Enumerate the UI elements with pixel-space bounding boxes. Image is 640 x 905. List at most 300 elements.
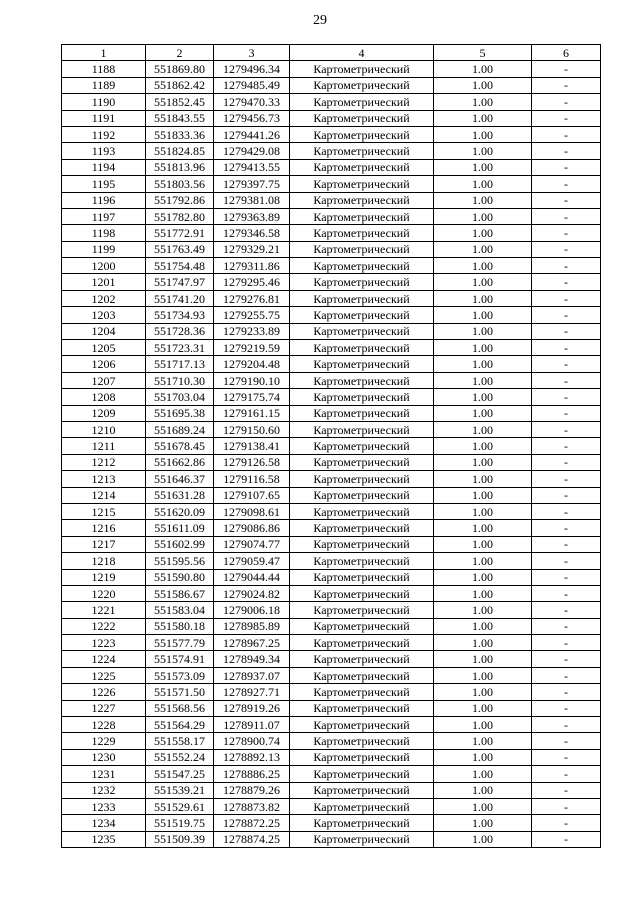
y-coordinate-cell: 1279470.33 bbox=[214, 94, 290, 110]
y-coordinate-cell: 1279456.73 bbox=[214, 110, 290, 126]
note-cell: - bbox=[532, 831, 601, 847]
method-cell: Картометрический bbox=[290, 471, 434, 487]
table-row bbox=[62, 340, 601, 356]
note-cell: - bbox=[532, 126, 601, 142]
note-cell: - bbox=[532, 94, 601, 110]
note-cell: - bbox=[532, 274, 601, 290]
method-cell: Картометрический bbox=[290, 258, 434, 274]
point-number-cell: 1205 bbox=[62, 340, 146, 356]
method-cell: Картометрический bbox=[290, 585, 434, 601]
note-cell: - bbox=[532, 389, 601, 405]
x-coordinate-cell: 551852.45 bbox=[146, 94, 214, 110]
note-cell: - bbox=[532, 421, 601, 437]
y-coordinate-cell: 1279485.49 bbox=[214, 77, 290, 93]
y-coordinate-cell: 1279086.86 bbox=[214, 520, 290, 536]
method-cell: Картометрический bbox=[290, 831, 434, 847]
accuracy-cell: 1.00 bbox=[434, 553, 532, 569]
accuracy-cell: 1.00 bbox=[434, 192, 532, 208]
accuracy-cell: 1.00 bbox=[434, 667, 532, 683]
y-coordinate-cell: 1278911.07 bbox=[214, 717, 290, 733]
column-header: 2 bbox=[146, 45, 214, 61]
point-number-cell: 1194 bbox=[62, 159, 146, 175]
y-coordinate-cell: 1279204.48 bbox=[214, 356, 290, 372]
y-coordinate-cell: 1279329.21 bbox=[214, 241, 290, 257]
table-row bbox=[62, 766, 601, 782]
method-cell: Картометрический bbox=[290, 749, 434, 765]
table-row bbox=[62, 143, 601, 159]
column-header: 6 bbox=[532, 45, 601, 61]
y-coordinate-cell: 1279219.59 bbox=[214, 340, 290, 356]
table-row bbox=[62, 733, 601, 749]
method-cell: Картометрический bbox=[290, 110, 434, 126]
table-row bbox=[62, 667, 601, 683]
x-coordinate-cell: 551662.86 bbox=[146, 454, 214, 470]
point-number-cell: 1206 bbox=[62, 356, 146, 372]
point-number-cell: 1219 bbox=[62, 569, 146, 585]
point-number-cell: 1204 bbox=[62, 323, 146, 339]
accuracy-cell: 1.00 bbox=[434, 241, 532, 257]
x-coordinate-cell: 551552.24 bbox=[146, 749, 214, 765]
point-number-cell: 1226 bbox=[62, 684, 146, 700]
point-number-cell: 1223 bbox=[62, 635, 146, 651]
accuracy-cell: 1.00 bbox=[434, 815, 532, 831]
accuracy-cell: 1.00 bbox=[434, 536, 532, 552]
note-cell: - bbox=[532, 569, 601, 585]
y-coordinate-cell: 1278879.26 bbox=[214, 782, 290, 798]
table-row bbox=[62, 618, 601, 634]
x-coordinate-cell: 551734.93 bbox=[146, 307, 214, 323]
x-coordinate-cell: 551519.75 bbox=[146, 815, 214, 831]
method-cell: Картометрический bbox=[290, 520, 434, 536]
table-row bbox=[62, 438, 601, 454]
method-cell: Картометрический bbox=[290, 274, 434, 290]
table-row bbox=[62, 700, 601, 716]
table-row bbox=[62, 520, 601, 536]
point-number-cell: 1221 bbox=[62, 602, 146, 618]
point-number-cell: 1215 bbox=[62, 503, 146, 519]
table-body bbox=[62, 61, 601, 848]
method-cell: Картометрический bbox=[290, 77, 434, 93]
accuracy-cell: 1.00 bbox=[434, 421, 532, 437]
note-cell: - bbox=[532, 77, 601, 93]
note-cell: - bbox=[532, 667, 601, 683]
table-row bbox=[62, 454, 601, 470]
y-coordinate-cell: 1279346.58 bbox=[214, 225, 290, 241]
note-cell: - bbox=[532, 618, 601, 634]
table-row bbox=[62, 192, 601, 208]
x-coordinate-cell: 551558.17 bbox=[146, 733, 214, 749]
point-number-cell: 1195 bbox=[62, 176, 146, 192]
point-number-cell: 1211 bbox=[62, 438, 146, 454]
point-number-cell: 1216 bbox=[62, 520, 146, 536]
table-row bbox=[62, 389, 601, 405]
note-cell: - bbox=[532, 487, 601, 503]
method-cell: Картометрический bbox=[290, 405, 434, 421]
x-coordinate-cell: 551595.56 bbox=[146, 553, 214, 569]
table-row bbox=[62, 471, 601, 487]
method-cell: Картометрический bbox=[290, 782, 434, 798]
method-cell: Картометрический bbox=[290, 192, 434, 208]
table-row bbox=[62, 372, 601, 388]
method-cell: Картометрический bbox=[290, 290, 434, 306]
x-coordinate-cell: 551717.13 bbox=[146, 356, 214, 372]
y-coordinate-cell: 1278919.26 bbox=[214, 700, 290, 716]
accuracy-cell: 1.00 bbox=[434, 405, 532, 421]
x-coordinate-cell: 551862.42 bbox=[146, 77, 214, 93]
note-cell: - bbox=[532, 159, 601, 175]
x-coordinate-cell: 551577.79 bbox=[146, 635, 214, 651]
accuracy-cell: 1.00 bbox=[434, 635, 532, 651]
method-cell: Картометрический bbox=[290, 241, 434, 257]
method-cell: Картометрический bbox=[290, 159, 434, 175]
column-header: 3 bbox=[214, 45, 290, 61]
table-row bbox=[62, 782, 601, 798]
y-coordinate-cell: 1279107.65 bbox=[214, 487, 290, 503]
accuracy-cell: 1.00 bbox=[434, 503, 532, 519]
table-row bbox=[62, 635, 601, 651]
x-coordinate-cell: 551547.25 bbox=[146, 766, 214, 782]
table-row bbox=[62, 159, 601, 175]
y-coordinate-cell: 1278873.82 bbox=[214, 798, 290, 814]
accuracy-cell: 1.00 bbox=[434, 454, 532, 470]
accuracy-cell: 1.00 bbox=[434, 602, 532, 618]
point-number-cell: 1196 bbox=[62, 192, 146, 208]
accuracy-cell: 1.00 bbox=[434, 126, 532, 142]
y-coordinate-cell: 1279413.55 bbox=[214, 159, 290, 175]
accuracy-cell: 1.00 bbox=[434, 700, 532, 716]
accuracy-cell: 1.00 bbox=[434, 208, 532, 224]
point-number-cell: 1227 bbox=[62, 700, 146, 716]
accuracy-cell: 1.00 bbox=[434, 94, 532, 110]
note-cell: - bbox=[532, 405, 601, 421]
accuracy-cell: 1.00 bbox=[434, 831, 532, 847]
point-number-cell: 1210 bbox=[62, 421, 146, 437]
point-number-cell: 1232 bbox=[62, 782, 146, 798]
y-coordinate-cell: 1278886.25 bbox=[214, 766, 290, 782]
note-cell: - bbox=[532, 815, 601, 831]
table-row bbox=[62, 323, 601, 339]
method-cell: Картометрический bbox=[290, 143, 434, 159]
x-coordinate-cell: 551602.99 bbox=[146, 536, 214, 552]
table-row bbox=[62, 831, 601, 847]
note-cell: - bbox=[532, 290, 601, 306]
method-cell: Картометрический bbox=[290, 323, 434, 339]
accuracy-cell: 1.00 bbox=[434, 651, 532, 667]
method-cell: Картометрический bbox=[290, 487, 434, 503]
accuracy-cell: 1.00 bbox=[434, 110, 532, 126]
x-coordinate-cell: 551568.56 bbox=[146, 700, 214, 716]
method-cell: Картометрический bbox=[290, 635, 434, 651]
x-coordinate-cell: 551803.56 bbox=[146, 176, 214, 192]
x-coordinate-cell: 551747.97 bbox=[146, 274, 214, 290]
accuracy-cell: 1.00 bbox=[434, 520, 532, 536]
y-coordinate-cell: 1279311.86 bbox=[214, 258, 290, 274]
note-cell: - bbox=[532, 717, 601, 733]
accuracy-cell: 1.00 bbox=[434, 569, 532, 585]
y-coordinate-cell: 1279126.58 bbox=[214, 454, 290, 470]
table-row bbox=[62, 61, 601, 77]
point-number-cell: 1214 bbox=[62, 487, 146, 503]
y-coordinate-cell: 1279150.60 bbox=[214, 421, 290, 437]
method-cell: Картометрический bbox=[290, 208, 434, 224]
point-number-cell: 1199 bbox=[62, 241, 146, 257]
table-row bbox=[62, 421, 601, 437]
y-coordinate-cell: 1278874.25 bbox=[214, 831, 290, 847]
accuracy-cell: 1.00 bbox=[434, 782, 532, 798]
method-cell: Картометрический bbox=[290, 618, 434, 634]
accuracy-cell: 1.00 bbox=[434, 159, 532, 175]
y-coordinate-cell: 1279429.08 bbox=[214, 143, 290, 159]
method-cell: Картометрический bbox=[290, 798, 434, 814]
point-number-cell: 1218 bbox=[62, 553, 146, 569]
point-number-cell: 1201 bbox=[62, 274, 146, 290]
note-cell: - bbox=[532, 258, 601, 274]
table-row bbox=[62, 94, 601, 110]
x-coordinate-cell: 551611.09 bbox=[146, 520, 214, 536]
point-number-cell: 1230 bbox=[62, 749, 146, 765]
method-cell: Картометрический bbox=[290, 421, 434, 437]
point-number-cell: 1225 bbox=[62, 667, 146, 683]
method-cell: Картометрический bbox=[290, 307, 434, 323]
point-number-cell: 1202 bbox=[62, 290, 146, 306]
table-row bbox=[62, 307, 601, 323]
y-coordinate-cell: 1279098.61 bbox=[214, 503, 290, 519]
y-coordinate-cell: 1279161.15 bbox=[214, 405, 290, 421]
note-cell: - bbox=[532, 340, 601, 356]
point-number-cell: 1189 bbox=[62, 77, 146, 93]
table-row bbox=[62, 503, 601, 519]
method-cell: Картометрический bbox=[290, 667, 434, 683]
accuracy-cell: 1.00 bbox=[434, 618, 532, 634]
table-row bbox=[62, 684, 601, 700]
column-header: 5 bbox=[434, 45, 532, 61]
y-coordinate-cell: 1279006.18 bbox=[214, 602, 290, 618]
y-coordinate-cell: 1278927.71 bbox=[214, 684, 290, 700]
page-number: 29 bbox=[313, 13, 327, 28]
x-coordinate-cell: 551539.21 bbox=[146, 782, 214, 798]
note-cell: - bbox=[532, 553, 601, 569]
point-number-cell: 1192 bbox=[62, 126, 146, 142]
y-coordinate-cell: 1278967.25 bbox=[214, 635, 290, 651]
x-coordinate-cell: 551689.24 bbox=[146, 421, 214, 437]
method-cell: Картометрический bbox=[290, 340, 434, 356]
table-row bbox=[62, 405, 601, 421]
method-cell: Картометрический bbox=[290, 94, 434, 110]
accuracy-cell: 1.00 bbox=[434, 684, 532, 700]
point-number-cell: 1198 bbox=[62, 225, 146, 241]
point-number-cell: 1193 bbox=[62, 143, 146, 159]
note-cell: - bbox=[532, 602, 601, 618]
table-row bbox=[62, 176, 601, 192]
method-cell: Картометрический bbox=[290, 766, 434, 782]
y-coordinate-cell: 1279175.74 bbox=[214, 389, 290, 405]
method-cell: Картометрический bbox=[290, 651, 434, 667]
table-row bbox=[62, 749, 601, 765]
x-coordinate-cell: 551741.20 bbox=[146, 290, 214, 306]
y-coordinate-cell: 1279496.34 bbox=[214, 61, 290, 77]
y-coordinate-cell: 1279363.89 bbox=[214, 208, 290, 224]
x-coordinate-cell: 551782.80 bbox=[146, 208, 214, 224]
note-cell: - bbox=[532, 651, 601, 667]
x-coordinate-cell: 551590.80 bbox=[146, 569, 214, 585]
method-cell: Картометрический bbox=[290, 700, 434, 716]
x-coordinate-cell: 551763.49 bbox=[146, 241, 214, 257]
accuracy-cell: 1.00 bbox=[434, 356, 532, 372]
method-cell: Картометрический bbox=[290, 225, 434, 241]
accuracy-cell: 1.00 bbox=[434, 143, 532, 159]
method-cell: Картометрический bbox=[290, 454, 434, 470]
x-coordinate-cell: 551754.48 bbox=[146, 258, 214, 274]
note-cell: - bbox=[532, 208, 601, 224]
method-cell: Картометрический bbox=[290, 372, 434, 388]
accuracy-cell: 1.00 bbox=[434, 487, 532, 503]
point-number-cell: 1231 bbox=[62, 766, 146, 782]
note-cell: - bbox=[532, 536, 601, 552]
y-coordinate-cell: 1279138.41 bbox=[214, 438, 290, 454]
method-cell: Картометрический bbox=[290, 602, 434, 618]
x-coordinate-cell: 551631.28 bbox=[146, 487, 214, 503]
table-row bbox=[62, 225, 601, 241]
accuracy-cell: 1.00 bbox=[434, 717, 532, 733]
method-cell: Картометрический bbox=[290, 536, 434, 552]
column-header: 4 bbox=[290, 45, 434, 61]
y-coordinate-cell: 1279381.08 bbox=[214, 192, 290, 208]
point-number-cell: 1197 bbox=[62, 208, 146, 224]
y-coordinate-cell: 1278892.13 bbox=[214, 749, 290, 765]
x-coordinate-cell: 551833.36 bbox=[146, 126, 214, 142]
accuracy-cell: 1.00 bbox=[434, 61, 532, 77]
x-coordinate-cell: 551792.86 bbox=[146, 192, 214, 208]
method-cell: Картометрический bbox=[290, 733, 434, 749]
table-row bbox=[62, 274, 601, 290]
point-number-cell: 1212 bbox=[62, 454, 146, 470]
point-number-cell: 1190 bbox=[62, 94, 146, 110]
accuracy-cell: 1.00 bbox=[434, 585, 532, 601]
x-coordinate-cell: 551728.36 bbox=[146, 323, 214, 339]
note-cell: - bbox=[532, 635, 601, 651]
note-cell: - bbox=[532, 110, 601, 126]
accuracy-cell: 1.00 bbox=[434, 290, 532, 306]
note-cell: - bbox=[532, 733, 601, 749]
table-row bbox=[62, 717, 601, 733]
note-cell: - bbox=[532, 438, 601, 454]
accuracy-cell: 1.00 bbox=[434, 733, 532, 749]
note-cell: - bbox=[532, 192, 601, 208]
table-row bbox=[62, 487, 601, 503]
y-coordinate-cell: 1279397.75 bbox=[214, 176, 290, 192]
x-coordinate-cell: 551824.85 bbox=[146, 143, 214, 159]
note-cell: - bbox=[532, 798, 601, 814]
note-cell: - bbox=[532, 684, 601, 700]
method-cell: Картометрический bbox=[290, 438, 434, 454]
point-number-cell: 1217 bbox=[62, 536, 146, 552]
x-coordinate-cell: 551723.31 bbox=[146, 340, 214, 356]
x-coordinate-cell: 551843.55 bbox=[146, 110, 214, 126]
point-number-cell: 1235 bbox=[62, 831, 146, 847]
method-cell: Картометрический bbox=[290, 684, 434, 700]
table-row bbox=[62, 536, 601, 552]
table-row bbox=[62, 602, 601, 618]
point-number-cell: 1229 bbox=[62, 733, 146, 749]
x-coordinate-cell: 551703.04 bbox=[146, 389, 214, 405]
method-cell: Картометрический bbox=[290, 553, 434, 569]
table-row bbox=[62, 290, 601, 306]
point-number-cell: 1233 bbox=[62, 798, 146, 814]
y-coordinate-cell: 1279190.10 bbox=[214, 372, 290, 388]
y-coordinate-cell: 1278937.07 bbox=[214, 667, 290, 683]
note-cell: - bbox=[532, 143, 601, 159]
x-coordinate-cell: 551772.91 bbox=[146, 225, 214, 241]
table-row bbox=[62, 241, 601, 257]
accuracy-cell: 1.00 bbox=[434, 766, 532, 782]
table-row bbox=[62, 651, 601, 667]
accuracy-cell: 1.00 bbox=[434, 176, 532, 192]
method-cell: Картометрический bbox=[290, 815, 434, 831]
accuracy-cell: 1.00 bbox=[434, 372, 532, 388]
note-cell: - bbox=[532, 749, 601, 765]
x-coordinate-cell: 551695.38 bbox=[146, 405, 214, 421]
table-row bbox=[62, 126, 601, 142]
note-cell: - bbox=[532, 520, 601, 536]
accuracy-cell: 1.00 bbox=[434, 798, 532, 814]
point-number-cell: 1224 bbox=[62, 651, 146, 667]
table-row bbox=[62, 815, 601, 831]
x-coordinate-cell: 551509.39 bbox=[146, 831, 214, 847]
point-number-cell: 1208 bbox=[62, 389, 146, 405]
x-coordinate-cell: 551529.61 bbox=[146, 798, 214, 814]
accuracy-cell: 1.00 bbox=[434, 438, 532, 454]
coordinates-table bbox=[61, 44, 601, 848]
accuracy-cell: 1.00 bbox=[434, 225, 532, 241]
note-cell: - bbox=[532, 585, 601, 601]
point-number-cell: 1213 bbox=[62, 471, 146, 487]
table-row bbox=[62, 553, 601, 569]
method-cell: Картометрический bbox=[290, 717, 434, 733]
accuracy-cell: 1.00 bbox=[434, 749, 532, 765]
point-number-cell: 1191 bbox=[62, 110, 146, 126]
note-cell: - bbox=[532, 503, 601, 519]
x-coordinate-cell: 551869.80 bbox=[146, 61, 214, 77]
y-coordinate-cell: 1279255.75 bbox=[214, 307, 290, 323]
note-cell: - bbox=[532, 782, 601, 798]
table-row bbox=[62, 208, 601, 224]
point-number-cell: 1234 bbox=[62, 815, 146, 831]
table-row bbox=[62, 258, 601, 274]
x-coordinate-cell: 551571.50 bbox=[146, 684, 214, 700]
table-row bbox=[62, 585, 601, 601]
accuracy-cell: 1.00 bbox=[434, 340, 532, 356]
method-cell: Картометрический bbox=[290, 569, 434, 585]
table-row bbox=[62, 110, 601, 126]
note-cell: - bbox=[532, 225, 601, 241]
y-coordinate-cell: 1279295.46 bbox=[214, 274, 290, 290]
method-cell: Картометрический bbox=[290, 503, 434, 519]
y-coordinate-cell: 1279059.47 bbox=[214, 553, 290, 569]
y-coordinate-cell: 1279074.77 bbox=[214, 536, 290, 552]
y-coordinate-cell: 1278900.74 bbox=[214, 733, 290, 749]
y-coordinate-cell: 1278872.25 bbox=[214, 815, 290, 831]
point-number-cell: 1209 bbox=[62, 405, 146, 421]
method-cell: Картометрический bbox=[290, 176, 434, 192]
note-cell: - bbox=[532, 454, 601, 470]
table-header-row bbox=[62, 45, 601, 61]
note-cell: - bbox=[532, 766, 601, 782]
x-coordinate-cell: 551678.45 bbox=[146, 438, 214, 454]
note-cell: - bbox=[532, 176, 601, 192]
note-cell: - bbox=[532, 241, 601, 257]
accuracy-cell: 1.00 bbox=[434, 323, 532, 339]
x-coordinate-cell: 551574.91 bbox=[146, 651, 214, 667]
